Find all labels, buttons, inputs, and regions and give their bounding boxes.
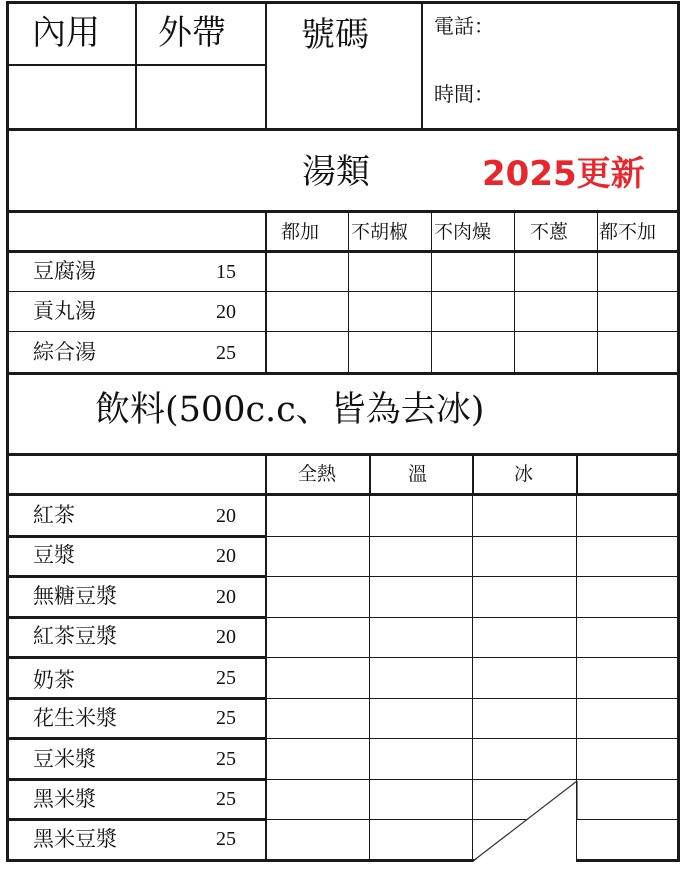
drink-row-line — [7, 818, 267, 821]
soup-item-name: 豆腐湯 — [33, 259, 96, 283]
soup-col-all: 都加 — [281, 221, 320, 243]
drink-vline-0 — [265, 454, 267, 861]
page-curl-right-border — [677, 781, 680, 862]
drink-row-line — [7, 535, 267, 538]
drink-row-line — [7, 616, 267, 619]
page-curl-right-cell — [577, 819, 679, 820]
page-curl-bottom-right — [577, 859, 679, 862]
takeout-label: 外帶 — [158, 13, 226, 53]
soup-vline-4 — [597, 211, 598, 374]
soup-vline-1 — [348, 211, 349, 374]
drink-item-name: 花生米漿 — [33, 706, 117, 730]
time-label: 時間： — [434, 82, 494, 106]
soup-item-name: 綜合湯 — [33, 340, 96, 364]
soup-row-line-1 — [7, 291, 679, 292]
page-curl-fold-line — [473, 781, 577, 861]
page-curl-mid-vline — [576, 781, 577, 862]
soup-item-name: 貢丸湯 — [33, 299, 96, 323]
header-vline-1 — [135, 1, 137, 130]
drink-item-name: 紅茶 — [33, 503, 75, 527]
drink-row-line — [267, 738, 679, 739]
soup-bottom-line — [7, 372, 679, 375]
drink-item-name: 豆米漿 — [33, 747, 96, 771]
drink-vline-2 — [472, 454, 473, 861]
dine-in-label: 內用 — [32, 13, 100, 53]
drink-header-top — [7, 453, 679, 456]
drink-row-line — [267, 698, 679, 699]
soup-vline-0 — [265, 211, 267, 374]
phone-label: 電話： — [434, 14, 494, 38]
page-curl-cover — [473, 781, 686, 871]
drink-vline-1 — [369, 454, 370, 861]
drink-row-line — [267, 536, 679, 537]
drink-vline-3-head — [576, 454, 578, 495]
soup-col-no-meat: 不肉燥 — [434, 221, 492, 243]
drink-item-name: 豆漿 — [33, 543, 75, 567]
drink-item-price: 20 — [216, 505, 236, 527]
soup-vline-3 — [514, 211, 515, 374]
soup-item-price: 15 — [216, 261, 236, 283]
soup-item-price: 25 — [216, 342, 236, 364]
drink-header-bottom — [7, 493, 679, 496]
drink-row-line — [267, 779, 679, 780]
drink-vline-1-head — [369, 454, 371, 495]
drink-row-line — [7, 697, 267, 700]
number-label: 號碼 — [301, 15, 369, 55]
soup-col-none: 都不加 — [599, 221, 657, 243]
drink-item-name: 黑米漿 — [33, 787, 96, 811]
header-bottom-line — [7, 128, 679, 131]
drink-item-price: 25 — [216, 748, 236, 770]
drink-item-price: 25 — [216, 707, 236, 729]
soup-col-no-pepper: 不胡椒 — [351, 221, 409, 243]
drink-item-price: 20 — [216, 626, 236, 648]
soup-vline-2 — [431, 211, 432, 374]
drink-row-line — [7, 737, 267, 740]
header-vline-3 — [421, 1, 423, 130]
drink-row-line — [7, 778, 267, 781]
drink-title: 飲料(500c.c、皆為去冰) — [95, 390, 485, 430]
drink-item-price: 25 — [216, 788, 236, 810]
border-top — [7, 1, 679, 4]
drink-item-name: 無糖豆漿 — [33, 584, 117, 608]
drink-item-price: 25 — [216, 667, 236, 689]
drink-col-warm: 溫 — [408, 463, 428, 485]
soup-header-top — [7, 210, 679, 213]
header-vline-2 — [265, 1, 267, 130]
soup-item-price: 20 — [216, 301, 236, 323]
soup-title: 湯類 — [302, 152, 370, 192]
drink-vline-2-head — [472, 454, 474, 495]
drink-row-line — [267, 617, 679, 618]
drink-col-cold: 冰 — [514, 463, 534, 485]
drink-row-line — [267, 657, 679, 658]
soup-row-line-2 — [7, 331, 679, 332]
drink-item-price: 25 — [216, 828, 236, 850]
drink-item-name: 奶茶 — [33, 668, 75, 692]
drink-row-line — [7, 656, 267, 659]
drink-item-price: 20 — [216, 545, 236, 567]
drink-row-line — [7, 575, 267, 578]
drink-item-name: 紅茶豆漿 — [33, 624, 117, 648]
drink-item-name: 黑米豆漿 — [33, 827, 117, 851]
update-note: 2025更新 — [482, 154, 645, 194]
drink-row-line — [267, 576, 679, 577]
drink-item-price: 20 — [216, 586, 236, 608]
soup-header-bottom — [7, 250, 679, 253]
drink-col-hot: 全熱 — [298, 463, 337, 485]
soup-col-no-onion: 不蔥 — [530, 221, 569, 243]
